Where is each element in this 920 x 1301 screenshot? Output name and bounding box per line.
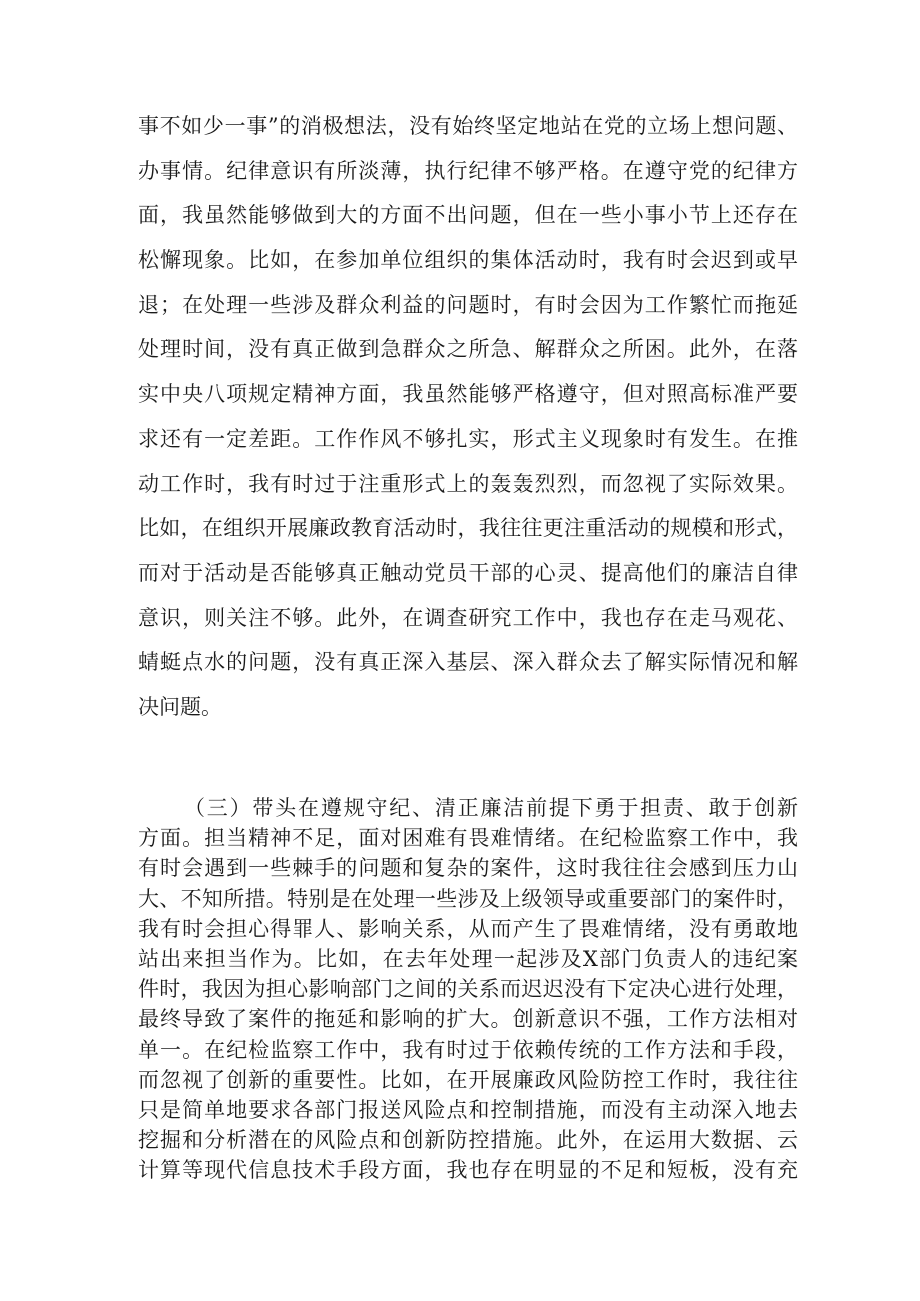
text-line: 最终导致了案件的拖延和影响的扩大。创新意识不强，工作方法相对 (138, 1007, 798, 1032)
text-line: 办事情。纪律意识有所淡薄，执行纪律不够严格。在遵守党的纪律方 (138, 158, 798, 183)
text-line: 站出来担当作为。比如，在去年处理一起涉及X部门负责人的违纪案 (138, 946, 798, 971)
text-line: 有时会遇到一些棘手的问题和复杂的案件，这时我往往会感到压力山 (138, 856, 798, 881)
section-heading-line: （三）带头在遵规守纪、清正廉洁前提下勇于担责、敢于创新 (184, 796, 798, 820)
text-line: 面，我虽然能够做到大的方面不出问题，但在一些小事小节上还存在 (138, 203, 798, 228)
text-line: 单一。在纪检监察工作中，我有时过于依赖传统的工作方法和手段， (138, 1037, 798, 1062)
text-line: 而对于活动是否能够真正触动党员干部的心灵、提高他们的廉洁自律 (138, 560, 798, 585)
text-line: 处理时间，没有真正做到急群众之所急、解群众之所困。此外，在落 (138, 337, 798, 362)
text-line: 我有时会担心得罪人、影响关系，从而产生了畏难情绪，没有勇敢地 (138, 916, 798, 941)
text-line: 挖掘和分析潜在的风险点和创新防控措施。此外，在运用大数据、云 (138, 1128, 798, 1153)
text-line: 方面。担当精神不足，面对困难有畏难情绪。在纪检监察工作中，我 (138, 826, 798, 851)
text-line: 件时，我因为担心影响部门之间的关系而迟迟没有下定决心进行处理， (138, 977, 798, 1002)
text-line: 大、不知所措。特别是在处理一些涉及上级领导或重要部门的案件时， (138, 886, 798, 911)
text-line: 事不如少一事”的消极想法，没有始终坚定地站在党的立场上想问题、 (138, 114, 798, 138)
text-line: 松懈现象。比如，在参加单位组织的集体活动时，我有时会迟到或早 (138, 248, 798, 273)
text-line: 实中央八项规定精神方面，我虽然能够严格遵守，但对照高标准严要 (138, 382, 798, 407)
text-line: 决问题。 (138, 694, 222, 719)
text-line: 退；在处理一些涉及群众利益的问题时，有时会因为工作繁忙而拖延 (138, 292, 798, 317)
text-line: 比如，在组织开展廉政教育活动时，我往往更注重活动的规模和形式， (138, 516, 798, 541)
text-line: 蜻蜓点水的问题，没有真正深入基层、深入群众去了解实际情况和解 (138, 650, 798, 675)
text-line: 只是简单地要求各部门报送风险点和控制措施，而没有主动深入地去 (138, 1097, 798, 1122)
paragraph-section-three (138, 793, 798, 1185)
text-line: 而忽视了创新的重要性。比如，在开展廉政风险防控工作时，我往往 (138, 1067, 798, 1092)
text-line: 求还有一定差距。工作作风不够扎实，形式主义现象时有发生。在推 (138, 426, 798, 451)
text-line: 计算等现代信息技术手段方面，我也存在明显的不足和短板，没有充 (138, 1158, 798, 1183)
text-line: 动工作时，我有时过于注重形式上的轰轰烈烈，而忽视了实际效果。 (138, 471, 798, 496)
paragraph-continued (138, 104, 798, 730)
text-line: 意识，则关注不够。此外，在调查研究工作中，我也存在走马观花、 (138, 605, 798, 630)
